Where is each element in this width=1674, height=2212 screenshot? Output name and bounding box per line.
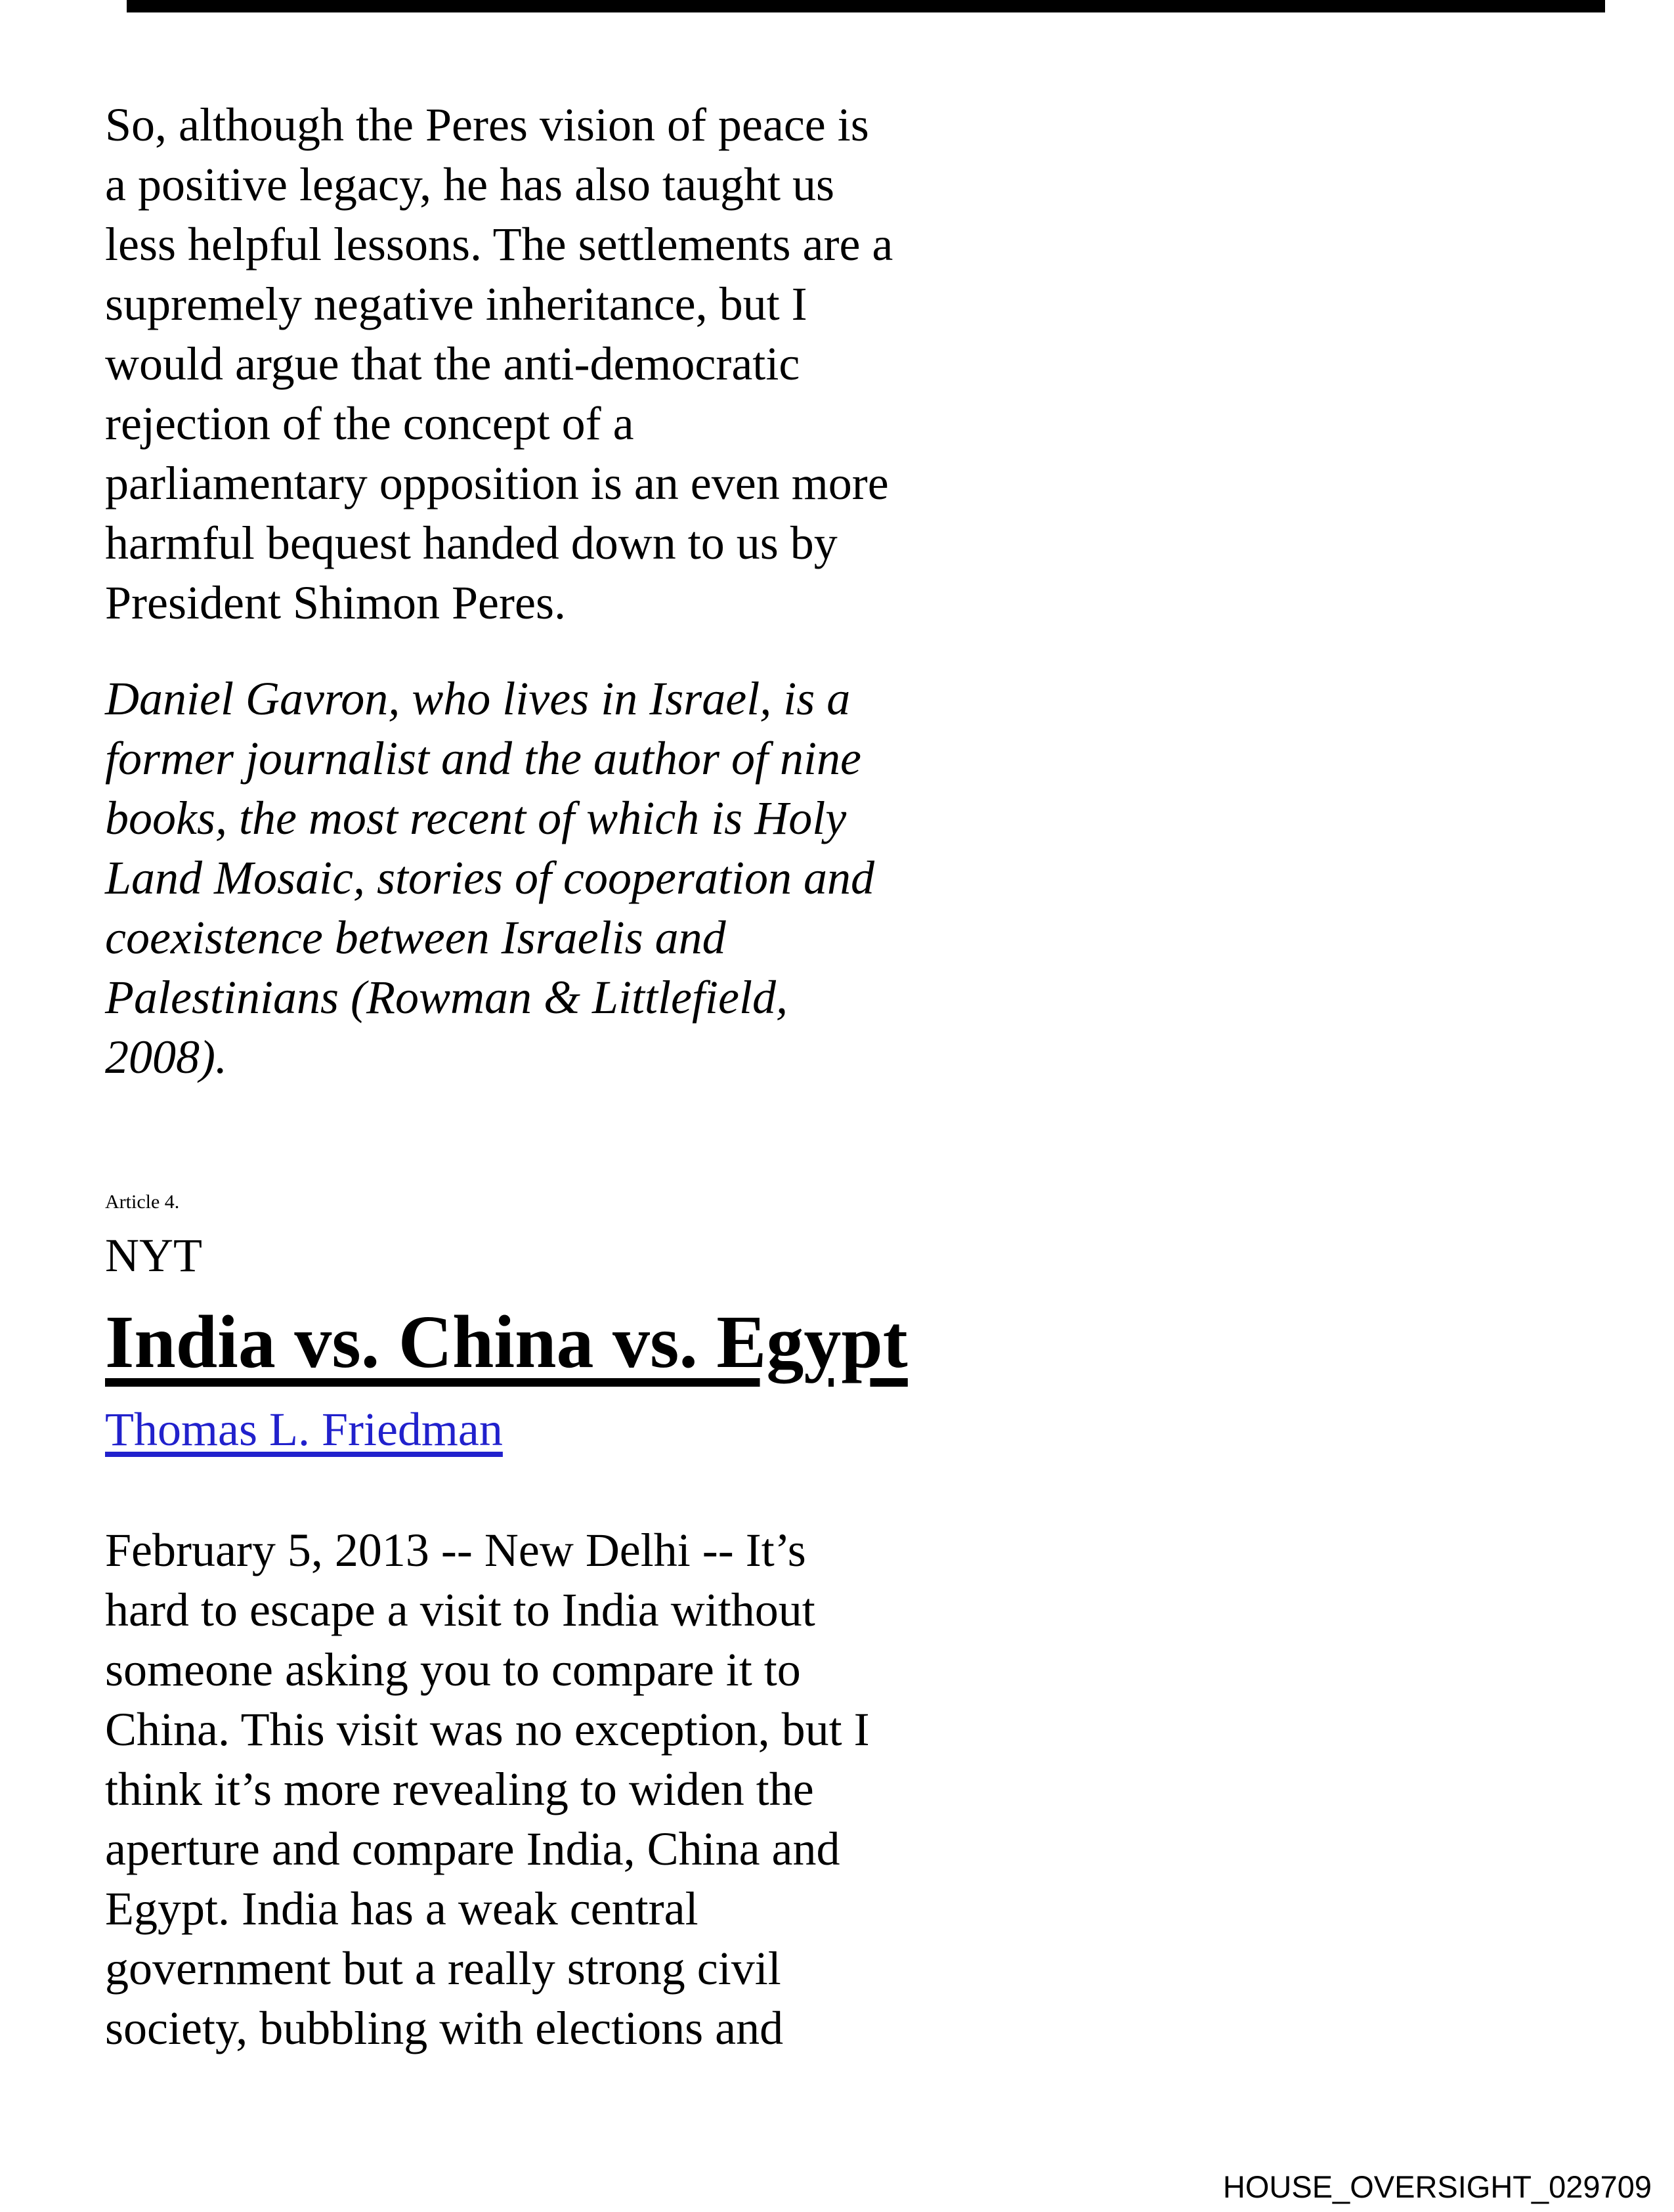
author-bio-paragraph: Daniel Gavron, who lives in Israel, is a former journalist and the author of nine books, the most recent of which is Holy Land Mosaic, stories of cooperation and coexistence between Israelis and Palestinians (Rowman & Littlefield, 2008).: [105, 672, 874, 1083]
scan-artifact-bar: [127, 0, 1605, 12]
source-label: NYT: [105, 1229, 202, 1282]
byline: [105, 1401, 1090, 1458]
article-number-label: Article 4.: [105, 1191, 180, 1213]
bates-number: HOUSE_OVERSIGHT_029709: [1222, 2169, 1652, 2204]
peres-paragraph: So, although the Peres vision of peace is a positive legacy, he has also taught us less helpful lessons. The settlements are a supremely negative inheritance, but I would argue that the anti-democratic rejection of the concept of a parliamentary opposition is an even more harmful bequest handed down to us by President Shimon Peres.: [105, 98, 893, 629]
headline: India vs. China vs. Egypt: [105, 1300, 908, 1383]
intro-paragraph: February 5, 2013 -- New Delhi -- It’s hard to escape a visit to India without someone asking you to compare it to China. This visit was no exception, but I think it’s more revealing to widen the aperture and compare India, China and Egypt. India has a weak central government but a really strong civil society, bubbling with elections and: [105, 1524, 870, 2054]
byline-author-link[interactable]: Thomas L. Friedman: [105, 1403, 503, 1456]
